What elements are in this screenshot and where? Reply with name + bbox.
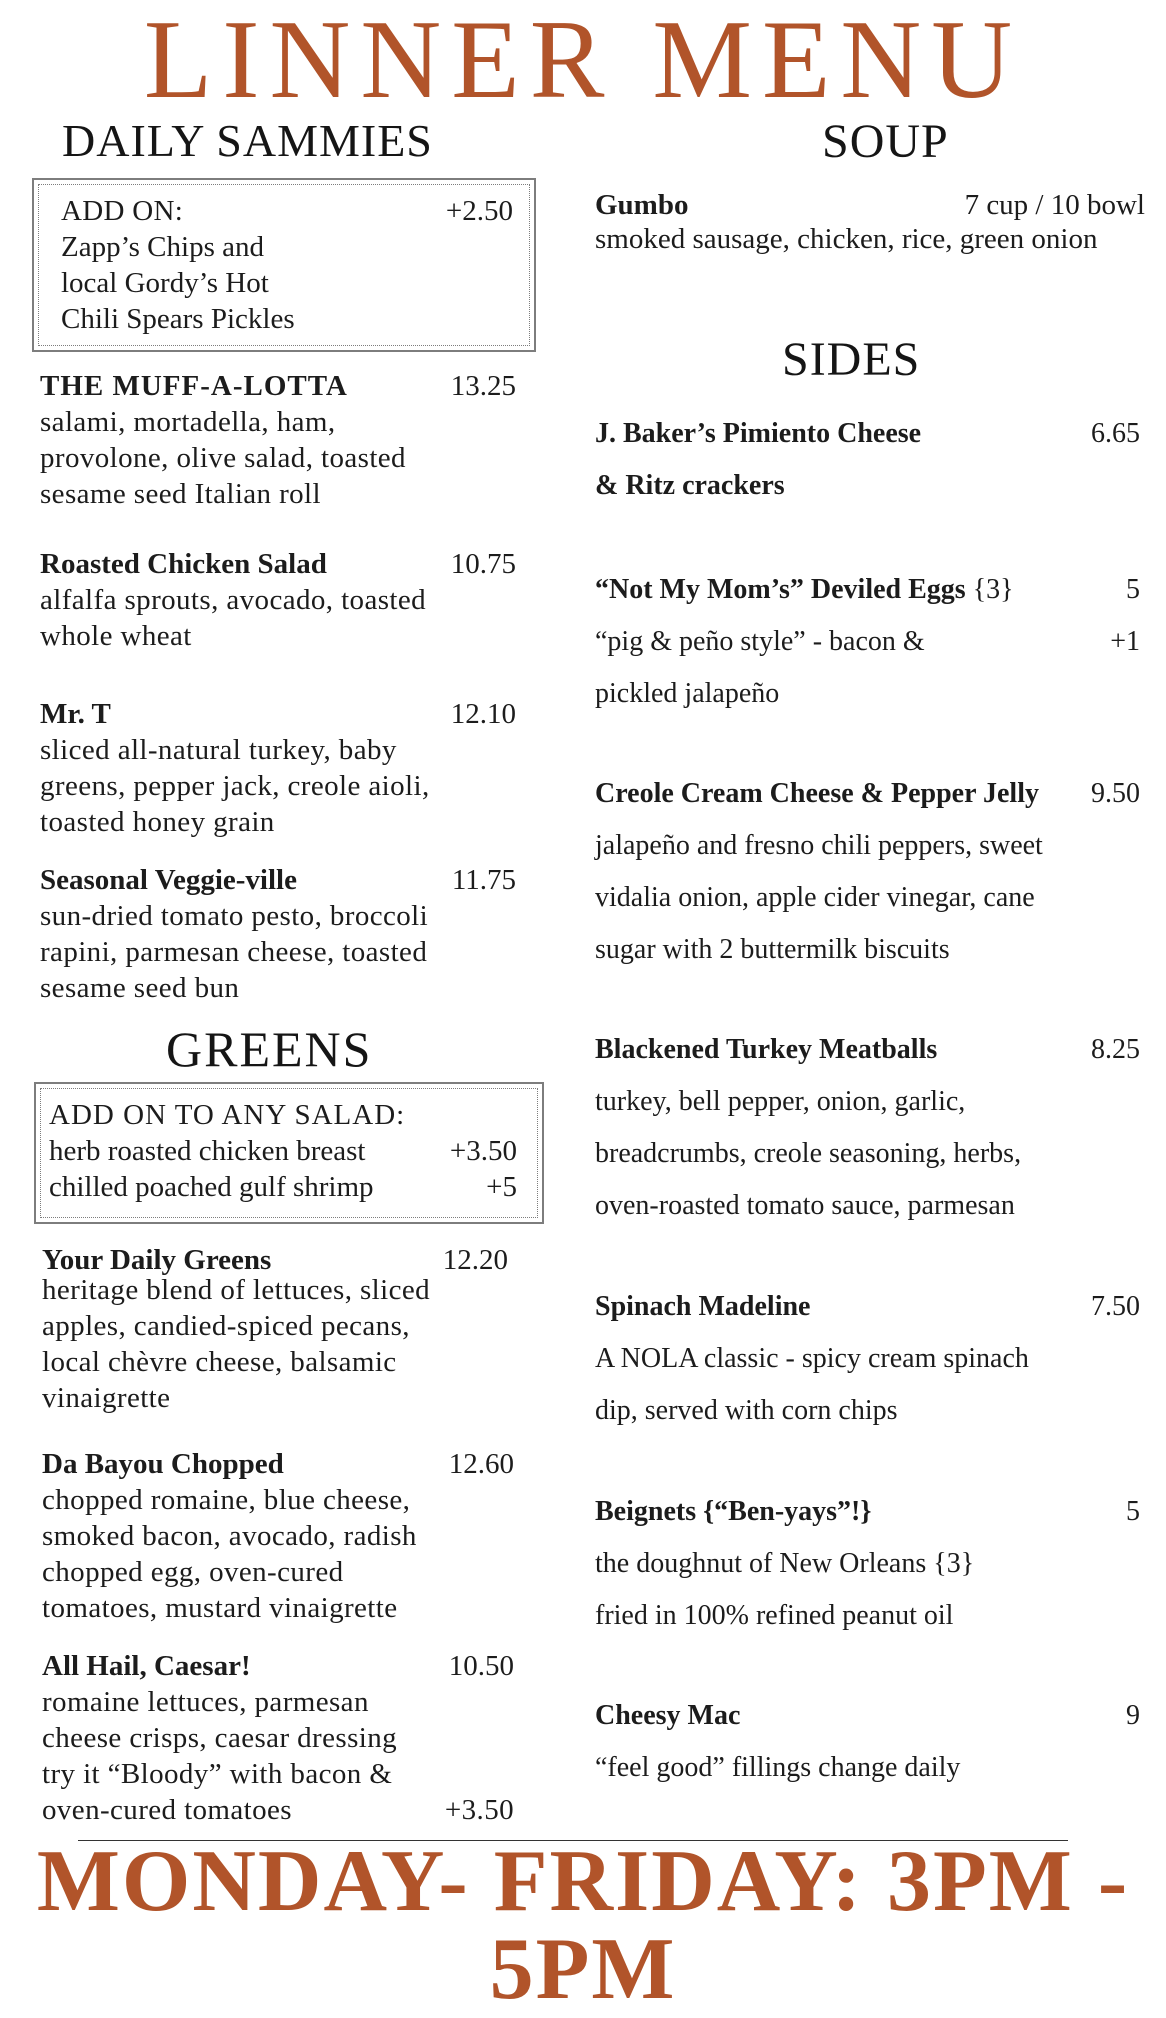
item-name: Your Daily Greens: [42, 1244, 272, 1276]
greens-addon-option-text: chilled poached gulf shrimp: [49, 1171, 374, 1203]
sammies-addon-line: Zapp’s Chips and: [61, 231, 264, 263]
side-item-cheesy-mac: [595, 1690, 1140, 1794]
item-name: Gumbo: [595, 189, 689, 221]
side-item-creole-cream-cheese: [595, 768, 1140, 976]
item-desc: cheese crisps, caesar dressing: [42, 1722, 398, 1754]
menu-item-seasonal-veggie-ville: [40, 862, 516, 1006]
item-desc: breadcrumbs, creole seasoning, herbs,: [595, 1138, 1022, 1169]
item-desc: toasted honey grain: [40, 806, 275, 838]
menu-item-da-bayou-chopped: [42, 1446, 514, 1626]
item-desc: greens, pepper jack, creole aioli,: [40, 770, 430, 802]
item-price: 10.75: [450, 548, 516, 580]
item-desc-text: oven-cured tomatoes: [42, 1794, 292, 1826]
item-name: Creole Cream Cheese & Pepper Jelly: [595, 778, 1039, 809]
menu-item-your-daily-greens: [42, 1242, 508, 1416]
item-name: Mr. T: [40, 698, 111, 730]
item-price: 5: [1126, 1496, 1140, 1527]
hours-footer: MONDAY- FRIDAY: 3PM - 5PM: [36, 1833, 1130, 2018]
menu-title: LINNER MENU: [143, 0, 1023, 122]
item-desc-text: “pig & peño style” - bacon &: [595, 626, 925, 657]
item-desc: provolone, olive salad, toasted: [40, 442, 406, 474]
item-desc: sugar with 2 buttermilk biscuits: [595, 934, 950, 965]
item-desc: sun-dried tomato pesto, broccoli: [40, 900, 429, 932]
item-price: 12.10: [450, 698, 516, 730]
item-desc: tomatoes, mustard vinaigrette: [42, 1592, 398, 1624]
item-price: 9.50: [1091, 778, 1140, 809]
item-name: Roasted Chicken Salad: [40, 548, 327, 580]
item-desc: pickled jalapeño: [595, 678, 780, 709]
item-price: 13.25: [450, 370, 516, 402]
item-desc: dip, served with corn chips: [595, 1395, 898, 1426]
item-name: Cheesy Mac: [595, 1700, 741, 1731]
item-desc: romaine lettuces, parmesan: [42, 1686, 369, 1718]
item-price: 9: [1126, 1700, 1140, 1731]
item-desc: & Ritz crackers: [595, 470, 785, 501]
greens-addon-option-price: +3.50: [449, 1135, 517, 1167]
menu-item-mr-t: [40, 696, 516, 840]
item-desc: A NOLA classic - spicy cream spinach: [595, 1343, 1029, 1374]
menu-item-all-hail-caesar: [42, 1648, 514, 1828]
sammies-addon-box: [32, 178, 536, 352]
side-item-spinach-madeline: [595, 1281, 1140, 1437]
item-desc: smoked sausage, chicken, rice, green onion: [595, 223, 1098, 255]
item-price: 5: [1126, 574, 1140, 605]
item-price: 12.20: [442, 1244, 508, 1276]
item-desc: local chèvre cheese, balsamic: [42, 1346, 397, 1378]
item-desc: sesame seed Italian roll: [40, 478, 321, 510]
sammies-addon-label: ADD ON:: [61, 195, 184, 227]
item-price: 11.75: [451, 864, 516, 896]
item-name: Da Bayou Chopped: [42, 1448, 284, 1480]
soup-heading: SOUP: [822, 115, 949, 168]
greens-addon-option: [49, 1133, 517, 1169]
item-price: 12.60: [448, 1448, 514, 1480]
menu-item-muffalotta: [40, 368, 516, 512]
greens-heading: GREENS: [166, 1021, 373, 1077]
sammies-addon-line: local Gordy’s Hot: [61, 267, 269, 299]
side-item-turkey-meatballs: [595, 1024, 1140, 1232]
item-price: 6.65: [1091, 418, 1140, 449]
greens-addon-label: ADD ON TO ANY SALAD:: [49, 1099, 406, 1131]
item-desc: sesame seed bun: [40, 972, 240, 1004]
item-desc: chopped egg, oven-cured: [42, 1556, 344, 1588]
menu-item-gumbo: [595, 188, 1145, 256]
item-extra-price: +3.50: [444, 1794, 514, 1826]
item-desc: [595, 616, 1140, 668]
sammies-addon-price: +2.50: [445, 195, 513, 227]
item-desc: apples, candied-spiced pecans,: [42, 1310, 410, 1342]
item-desc: alfalfa sprouts, avocado, toasted: [40, 584, 427, 616]
sammies-addon-line: Chili Spears Pickles: [61, 303, 295, 335]
item-name: Blackened Turkey Meatballs: [595, 1034, 938, 1065]
item-name-extra: {“Ben-yays”!}: [703, 1496, 872, 1527]
item-price: 10.50: [448, 1650, 514, 1682]
item-desc: turkey, bell pepper, onion, garlic,: [595, 1086, 966, 1117]
item-desc: fried in 100% refined peanut oil: [595, 1600, 954, 1631]
greens-addon-option-text: herb roasted chicken breast: [49, 1135, 366, 1167]
item-desc: try it “Bloody” with bacon &: [42, 1758, 393, 1790]
item-desc: whole wheat: [40, 620, 192, 652]
greens-addon-option-price: +5: [486, 1171, 517, 1203]
item-name: Spinach Madeline: [595, 1291, 811, 1322]
sammies-heading: DAILY SAMMIES: [62, 115, 433, 166]
item-price: 7 cup / 10 bowl: [964, 189, 1145, 221]
sides-heading: SIDES: [782, 333, 921, 386]
item-extra-price: +1: [1110, 626, 1140, 657]
item-desc: jalapeño and fresno chili peppers, sweet: [595, 830, 1043, 861]
item-desc: “feel good” fillings change daily: [595, 1752, 961, 1783]
item-desc: vidalia onion, apple cider vinegar, cane: [595, 882, 1035, 913]
greens-addon-option: [49, 1169, 517, 1205]
item-name: All Hail, Caesar!: [42, 1650, 251, 1682]
item-desc: smoked bacon, avocado, radish: [42, 1520, 417, 1552]
menu-item-roasted-chicken-salad: [40, 546, 516, 654]
item-desc: heritage blend of lettuces, sliced: [42, 1274, 431, 1306]
item-price: 7.50: [1091, 1291, 1140, 1322]
item-name: “Not My Mom’s” Deviled Eggs: [595, 574, 966, 605]
item-desc: rapini, parmesan cheese, toasted: [40, 936, 428, 968]
item-desc: salami, mortadella, ham,: [40, 406, 336, 438]
side-item-deviled-eggs: [595, 564, 1140, 720]
item-desc: vinaigrette: [42, 1382, 171, 1414]
item-name: Beignets: [595, 1496, 697, 1527]
item-name: THE MUFF-A-LOTTA: [40, 370, 348, 402]
item-name-extra: {3}: [972, 574, 1014, 605]
item-name: J. Baker’s Pimiento Cheese: [595, 418, 922, 449]
item-price: 8.25: [1091, 1034, 1140, 1065]
item-name: Seasonal Veggie-ville: [40, 864, 297, 896]
sammies-addon-header: [61, 193, 517, 229]
item-desc: the doughnut of New Orleans {3}: [595, 1548, 975, 1579]
side-item-beignets: [595, 1486, 1140, 1642]
side-item-pimiento-cheese: [595, 408, 1140, 512]
item-desc: [42, 1792, 514, 1828]
item-desc: chopped romaine, blue cheese,: [42, 1484, 411, 1516]
greens-addon-box: [34, 1082, 544, 1224]
item-desc: sliced all-natural turkey, baby: [40, 734, 397, 766]
item-desc: oven-roasted tomato sauce, parmesan: [595, 1190, 1015, 1221]
